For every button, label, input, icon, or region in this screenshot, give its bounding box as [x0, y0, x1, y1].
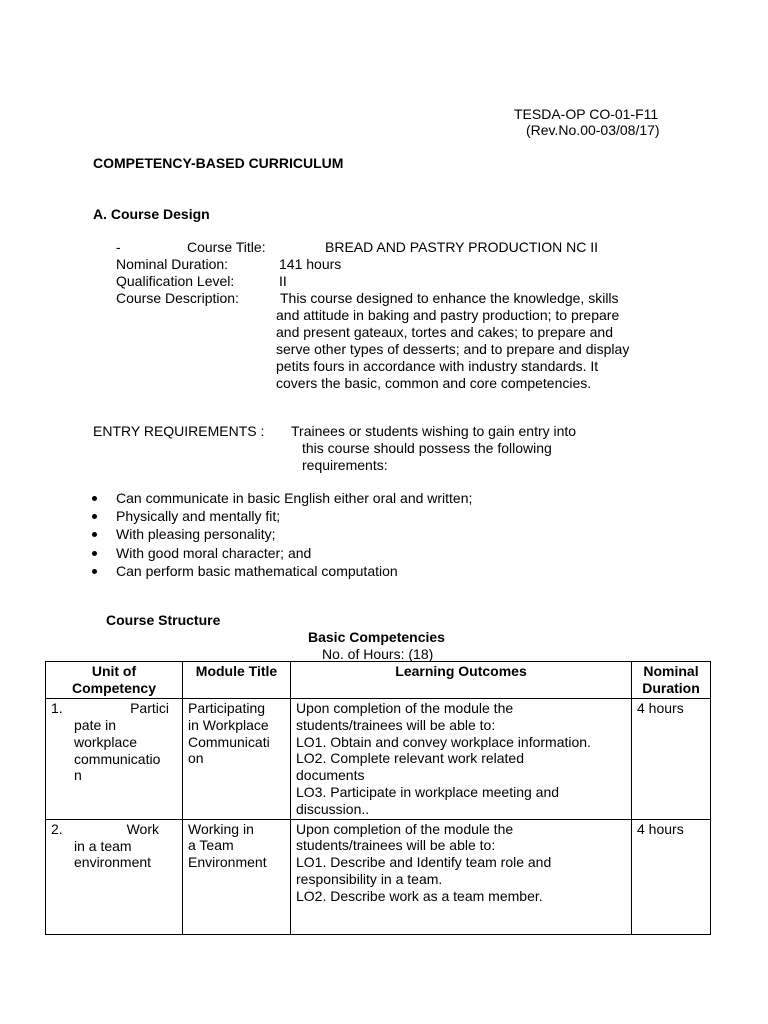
column-header-outcomes: Learning Outcomes — [291, 662, 632, 699]
nominal-duration-label: Nominal Duration: — [116, 256, 229, 272]
outcome-line: responsibility in a team. — [296, 870, 443, 887]
outcome-line: LO1. Obtain and convey workplace information. — [296, 733, 591, 750]
duration-cell: 4 hours — [632, 819, 711, 934]
outcome-line: discussion.. — [296, 800, 370, 817]
table-row — [46, 819, 711, 934]
entry-requirements-label: ENTRY REQUIREMENTS : — [93, 423, 265, 439]
outcome-line: students/trainees will be able to: — [296, 837, 496, 854]
course-description-line: serve other types of desserts; and to prepare and display — [276, 341, 630, 357]
section-heading-course-design: A. Course Design — [93, 206, 210, 222]
outcome-line: LO1. Describe and Identify team role and — [296, 854, 552, 871]
competency-table — [45, 661, 711, 935]
module-line: Working in — [188, 820, 254, 837]
table-header-row — [46, 662, 711, 699]
unit-line: in a team — [74, 837, 132, 854]
column-header-duration: Nominal Duration — [632, 662, 711, 699]
module-cell — [183, 819, 291, 934]
entry-requirements-list — [92, 490, 472, 581]
document-title: COMPETENCY-BASED CURRICULUM — [93, 155, 344, 171]
unit-cell — [46, 699, 183, 820]
column-header-unit: Unit of Competency — [46, 662, 183, 699]
course-structure-heading: Course Structure — [106, 612, 221, 628]
entry-requirements-text: this course should possess the following — [302, 440, 552, 456]
module-line: Communicati — [188, 733, 270, 750]
qualification-level-label: Qualification Level: — [116, 273, 235, 289]
unit-line: Work — [126, 820, 159, 837]
course-description-line: This course designed to enhance the knowledge, skills — [280, 290, 619, 306]
unit-line: communicatio — [74, 750, 161, 767]
revision-number: (Rev.No.00-03/08/17) — [526, 122, 660, 138]
row-number: 1. — [51, 700, 63, 716]
dash-marker: - — [116, 239, 121, 255]
course-title-value: BREAD AND PASTRY PRODUCTION NC II — [325, 239, 599, 255]
outcome-line: LO2. Complete relevant work related — [296, 750, 524, 767]
qualification-level-value: II — [279, 273, 287, 289]
course-description-label: Course Description: — [116, 290, 239, 306]
unit-line: pate in — [74, 717, 117, 733]
entry-requirements-text: requirements: — [302, 457, 388, 473]
module-line: Participating — [188, 700, 266, 716]
column-header-module: Module Title — [183, 662, 291, 699]
list-item-text: Physically and mentally fit; — [116, 508, 281, 525]
module-line: Environment — [188, 854, 267, 871]
course-description-line: covers the basic, common and core competencies. — [276, 375, 592, 391]
course-description-line: petits fours in accordance with industry standards. It — [276, 358, 599, 374]
course-description — [276, 290, 629, 392]
list-item — [92, 508, 472, 526]
bullet-icon — [92, 569, 97, 574]
module-cell — [183, 699, 291, 820]
entry-requirements-text: Trainees or students wishing to gain entry into — [291, 423, 577, 439]
module-line: a Team — [188, 837, 234, 854]
bullet-icon — [92, 551, 97, 556]
outcomes-cell — [291, 699, 632, 820]
basic-competencies-heading: Basic Competencies — [308, 629, 445, 645]
list-item-text: Can perform basic mathematical computation — [116, 562, 398, 579]
module-line: in Workplace — [188, 716, 269, 733]
unit-cell — [46, 819, 183, 934]
course-title-label: Course Title: — [187, 239, 266, 255]
unit-line: n — [74, 767, 82, 784]
course-description-line: and attitude in baking and pastry production; to prepare — [276, 307, 620, 323]
number-of-hours: No. of Hours: (18) — [322, 646, 434, 662]
list-item-text: With good moral character; and — [116, 544, 312, 561]
list-item — [92, 526, 472, 544]
unit-line: environment — [74, 854, 152, 871]
course-description-line: and present gateaux, tortes and cakes; to prepare and — [276, 324, 614, 340]
outcomes-cell — [291, 819, 632, 934]
outcome-line: documents — [296, 767, 365, 784]
nominal-duration-value: 141 hours — [279, 256, 342, 272]
unit-line: Partici — [130, 700, 169, 716]
list-item — [92, 490, 472, 508]
list-item-text: Can communicate in basic English either oral and written; — [116, 490, 473, 506]
table-row — [46, 699, 711, 820]
outcome-line: LO3. Participate in workplace meeting and — [296, 783, 560, 800]
bullet-icon — [92, 532, 97, 537]
outcome-line: Upon completion of the module the — [296, 700, 514, 716]
bullet-icon — [92, 496, 97, 501]
list-item — [92, 545, 472, 563]
outcome-line: LO2. Describe work as a team member. — [296, 887, 543, 904]
outcome-line: Upon completion of the module the — [296, 820, 514, 837]
list-item — [92, 563, 472, 581]
bullet-icon — [92, 514, 97, 519]
unit-line: workplace — [74, 733, 138, 750]
list-item-text: With pleasing personality; — [116, 526, 276, 543]
outcome-line: students/trainees will be able to: — [296, 716, 496, 733]
form-code: TESDA-OP CO-01-F11 — [514, 106, 659, 122]
duration-cell: 4 hours — [632, 699, 711, 820]
module-line: on — [188, 750, 204, 767]
row-number: 2. — [51, 820, 63, 837]
